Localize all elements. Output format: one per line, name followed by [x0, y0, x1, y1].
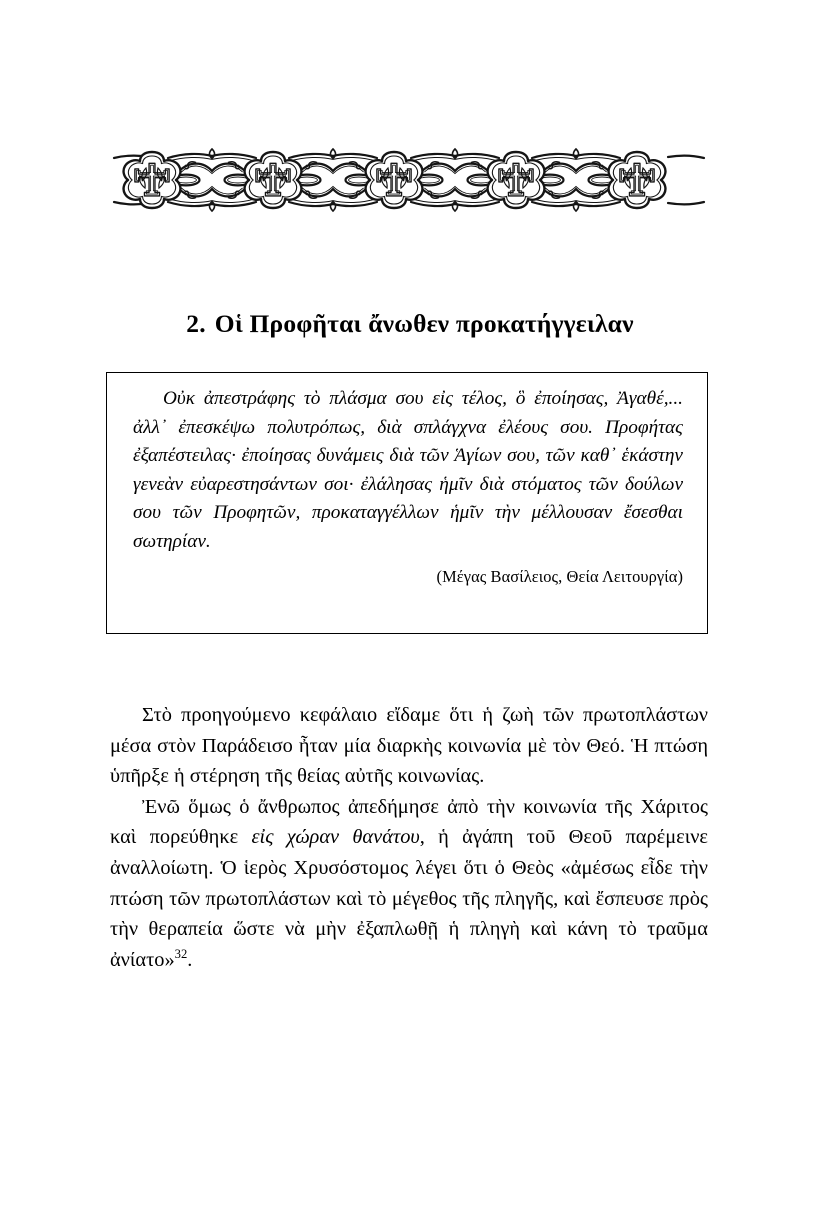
paragraph-2-end: .: [187, 948, 193, 971]
paragraph-2: [110, 792, 708, 976]
body-text: [110, 700, 708, 975]
epigraph-text: Οὐκ ἀπεστράφης τὸ πλάσμα σου εἰς τέλος, ὃ ἐποίησας, Ἀγαθέ,... ἀλλ᾽ ἐπεσκέψω πολυτρόπως, διὰ σπλάγχνα ἐλέους σου. Προφήτας ἐξαπέστειλας· ἐποίησας δυνάμεις διὰ τῶν Ἁγίων σου, τῶν καθ᾽ ἑκάστην γενεὰν εὐαρεστησάντων σοι· ἐλάλησας ἡμῖν διὰ στόματος τῶν δούλων σου τῶν Προφητῶν, προκαταγγέλλων ἡμῖν τὴν μέλλουσαν ἔσεσθαι σωτηρίαν.: [133, 388, 683, 552]
paragraph-2-emphasis: εἰς χώραν θανάτου: [251, 826, 420, 849]
page-title: [110, 309, 710, 339]
paragraph-1: Στὸ προηγούμενο κεφάλαιο εἴδαμε ὅτι ἡ ζωὴ τῶν πρωτοπλάστων μέσα στὸν Παράδεισο ἦταν μία διαρκὴς κοινωνία μὲ τὸν Θεό. Ἡ πτώση ὑπῆρξε ἡ στέρηση τῆς θείας αὐτῆς κοινωνίας.: [110, 704, 708, 788]
epigraph-attribution: (Μέγας Βασίλειος, Θεία Λειτουργία): [436, 566, 683, 586]
paragraph-2-part-2: , ἡ ἀγάπη τοῦ Θεοῦ παρέμεινε ἀναλλοίωτη. Ὁ ἱερὸς Χρυσόστομος λέγει ὅτι ὁ Θεὸς «ἀμέσως εἶδε τὴν πτώση τῶν πρωτοπλάστων καὶ τὸ μέγεθος τῆς πληγῆς, καὶ ἔσπευσε πρὸς τὴν θεραπεία ὥστε νὰ μὴν ἐξαπλωθῇ ἡ πληγὴ καὶ κάνη τὸ τραῦμα ἀνίατο»: [110, 826, 708, 971]
chapter-title-text: Οἱ Προφῆται ἄνωθεν προκατήγγειλαν: [214, 309, 634, 339]
epigraph-box: [106, 372, 708, 634]
epigraph-content: [133, 385, 683, 587]
paragraph-2-part-1: Ἐνῶ ὅμως ὁ ἄνθρωπος ἀπεδήμησε ἀπὸ τὴν κοινωνία τῆς Χάριτος καὶ πορεύθηκε: [110, 795, 708, 849]
header-ornament: [108, 146, 710, 214]
chapter-number: 2.: [186, 309, 206, 339]
footnote-marker[interactable]: 32: [174, 946, 188, 961]
byzantine-cross-interlace-border-icon: [108, 146, 710, 214]
